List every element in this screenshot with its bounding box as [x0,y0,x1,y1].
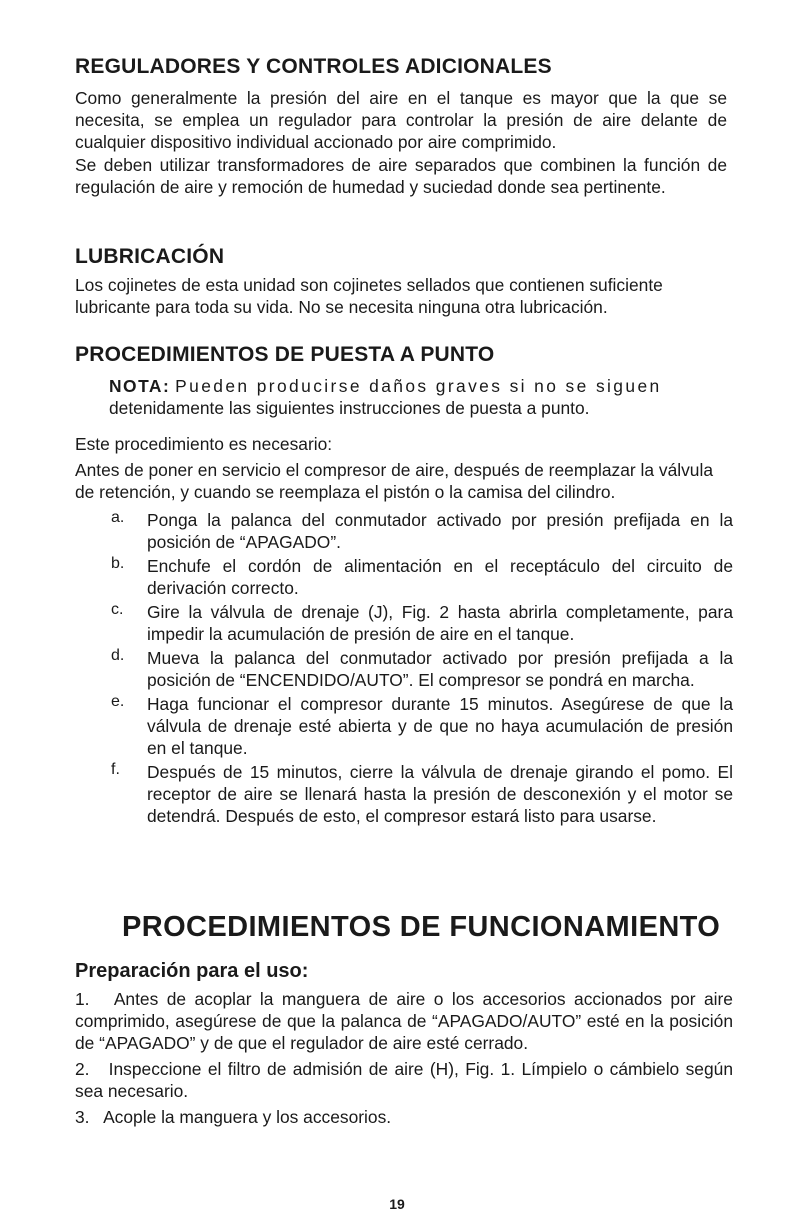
step-label: f. [111,761,120,778]
setup-steps-list [75,509,733,829]
setup-note [109,375,727,419]
list-item [75,761,733,827]
list-item [75,1106,733,1128]
note-label: NOTA: [109,376,171,396]
list-item [75,693,733,759]
step-text: Enchufe el cordón de alimentación en el receptáculo del circuito de derivación correcto. [147,556,733,598]
setup-intro-2: Antes de poner en servicio el compresor de aire, después de reemplazar la válvula de retención, y cuando se reemplaza el pistón o la camisa del cilindro. [75,460,714,502]
operation-subheading: Preparación para el uso: [75,960,309,982]
operation-item-text [75,988,733,1054]
lubrication-heading: LUBRICACIÓN [75,245,225,268]
operation-item-body: Antes de acoplar la manguera de aire o los accesorios accionados por aire comprimido, asegúrese de que la palanca de “APAGADO/AUTO” esté en la posición de “APAGADO” y de que el regulador de aire esté cerrado. [75,989,733,1053]
list-item [75,601,733,645]
list-item [75,988,733,1054]
regulators-heading: REGULADORES Y CONTROLES ADICIONALES [75,55,552,78]
operation-item-text [75,1106,733,1128]
step-label: d. [111,647,125,664]
step-label: c. [111,601,124,618]
operation-item-label: 2. [75,1059,90,1079]
operation-list [75,988,733,1132]
note-text-spaced: Pueden producirse daños graves si no se siguen [175,376,662,396]
step-label: b. [111,555,125,572]
step-text: Ponga la palanca del conmutador activado por presión prefijada en la posición de “APAGADO”. [147,510,733,552]
list-item [75,1058,733,1102]
list-item [75,647,733,691]
setup-intro-1: Este procedimiento es necesario: [75,434,333,454]
operation-item-label: 3. [75,1107,90,1127]
regulators-paragraph-2: Se deben utilizar transformadores de aire separados que combinen la función de regulación de aire y remoción de humedad y suciedad donde sea pertinente. [75,155,727,197]
operation-item-label: 1. [75,989,90,1009]
operation-item-text [75,1058,733,1102]
step-label: a. [111,509,125,526]
operation-heading: PROCEDIMIENTOS DE FUNCIONAMIENTO [122,911,721,943]
step-text: Haga funcionar el compresor durante 15 minutos. Asegúrese de que la válvula de drenaje esté abierta y de que no haya acumulación de presión en el tanque. [147,694,733,758]
note-text-rest: detenidamente las siguientes instrucciones de puesta a punto. [109,398,590,418]
operation-item-body: Acople la manguera y los accesorios. [103,1107,392,1127]
list-item [75,555,733,599]
step-text: Después de 15 minutos, cierre la válvula de drenaje girando el pomo. El receptor de aire se llenará hasta la presión de desconexión y el motor se detendrá. Después de esto, el compresor estará listo para usarse. [147,762,733,826]
operation-item-body: Inspeccione el filtro de admisión de aire (H), Fig. 1. Límpielo o cámbielo según sea necesario. [75,1059,733,1101]
lubrication-paragraph: Los cojinetes de esta unidad son cojinetes sellados que contienen suficiente lubricante para toda su vida. No se necesita ninguna otra lubricación. [75,275,663,317]
step-label: e. [111,693,125,710]
page-number: 19 [389,1196,405,1212]
setup-heading: PROCEDIMIENTOS DE PUESTA A PUNTO [75,343,495,366]
step-text: Mueva la palanca del conmutador activado por presión prefijada a la posición de “ENCENDIDO/AUTO”. El compresor se pondrá en marcha. [147,648,733,690]
list-item [75,509,733,553]
regulators-paragraph-1: Como generalmente la presión del aire en el tanque es mayor que la que se necesita, se emplea un regulador para controlar la presión de aire delante de cualquier dispositivo individual accionado por aire comprimido. [75,88,727,152]
step-text: Gire la válvula de drenaje (J), Fig. 2 hasta abrirla completamente, para impedir la acumulación de presión de aire en el tanque. [147,602,733,644]
